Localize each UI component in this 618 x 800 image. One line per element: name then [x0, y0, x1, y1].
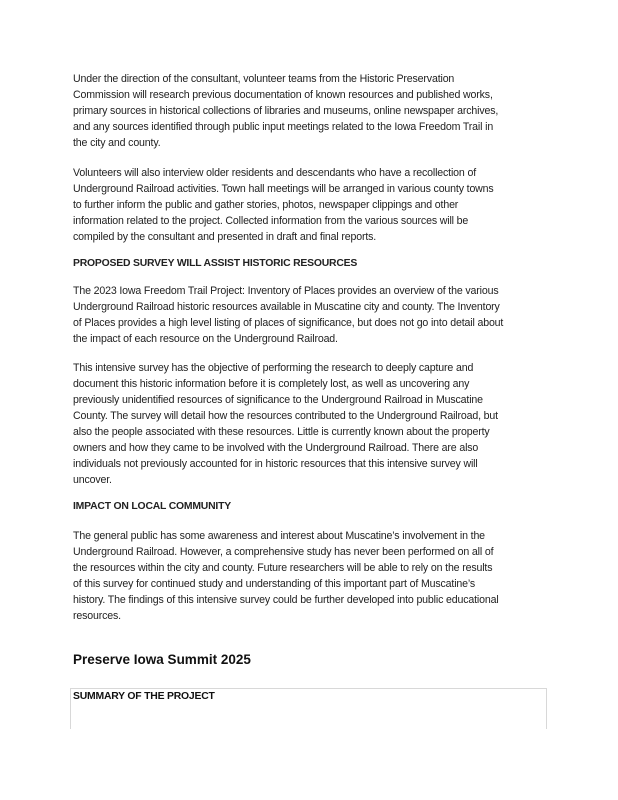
heading-impact: IMPACT ON LOCAL COMMUNITY: [73, 501, 231, 512]
text-line: This intensive survey has the objective of performing the research to deeply capture and: [73, 362, 474, 374]
paragraph-inventory: [73, 283, 503, 347]
text-line: owners and how they came to be involved with the Underground Railroad. There are also: [73, 442, 479, 454]
text-line: The 2023 Iowa Freedom Trail Project: Inventory of Places provides an overview of the various: [73, 285, 499, 297]
text-line: compiled by the consultant and presented in draft and final reports.: [73, 231, 377, 243]
text-line: and any sources identified through public input meetings related to the Iowa Freedom Trail in: [73, 121, 494, 133]
text-line: to further inform the public and gather stories, photos, newspaper clippings and other: [73, 199, 459, 211]
text-line: Underground Railroad. However, a comprehensive study has never been performed on all of: [73, 546, 494, 558]
text-line: information related to the project. Collected information from the various sources will be: [73, 215, 469, 227]
text-line: primary sources in historical collections of libraries and museums, online newspaper archives,: [73, 105, 499, 117]
text-line: Under the direction of the consultant, volunteer teams from the Historic Preservation: [73, 73, 455, 85]
text-line: the resources within the city and county. Future researchers will be able to rely on the results: [73, 562, 493, 574]
text-line: Commission will research previous documentation of known resources and published works,: [73, 89, 493, 101]
text-line: of Places provides a high level listing of places of significance, but does not go into detail about: [73, 317, 504, 329]
section-title: Preserve Iowa Summit 2025: [73, 652, 251, 667]
summary-box: [70, 688, 547, 729]
paragraph-research-methods: [73, 71, 498, 151]
text-line: also the people associated with these resources. Little is currently known about the property: [73, 426, 490, 438]
text-line: history. The findings of this intensive survey could be further developed into public educational: [73, 594, 499, 606]
text-line: uncover.: [73, 474, 112, 486]
text-line: the impact of each resource on the Underground Railroad.: [73, 333, 338, 345]
summary-heading: SUMMARY OF THE PROJECT: [73, 691, 215, 702]
paragraph-intensive-survey: [73, 360, 498, 488]
heading-proposed-survey: PROPOSED SURVEY WILL ASSIST HISTORIC RESOURCES: [73, 258, 358, 269]
text-line: individuals not previously accounted for in historic resources that this intensive survey will: [73, 458, 478, 470]
text-line: The general public has some awareness and interest about Muscatine’s involvement in the: [73, 530, 485, 542]
text-line: Underground Railroad activities. Town hall meetings will be arranged in various county towns: [73, 183, 494, 195]
paragraph-volunteers: [73, 165, 494, 245]
text-line: Volunteers will also interview older residents and descendants who have a recollection of: [73, 167, 476, 179]
text-line: resources.: [73, 610, 121, 622]
text-line: Underground Railroad historic resources available in Muscatine city and county. The Inventory: [73, 301, 500, 313]
text-line: previously unidentified resources of significance to the Underground Railroad in Muscatine: [73, 394, 483, 406]
text-line: County. The survey will detail how the resources contributed to the Underground Railroad, but: [73, 410, 498, 422]
text-line: of this survey for continued study and understanding of this important part of Muscatine’s: [73, 578, 476, 590]
text-line: the city and county.: [73, 137, 161, 149]
paragraph-community: [73, 528, 499, 624]
text-line: document this historic information before it is completely lost, as well as uncovering any: [73, 378, 470, 390]
